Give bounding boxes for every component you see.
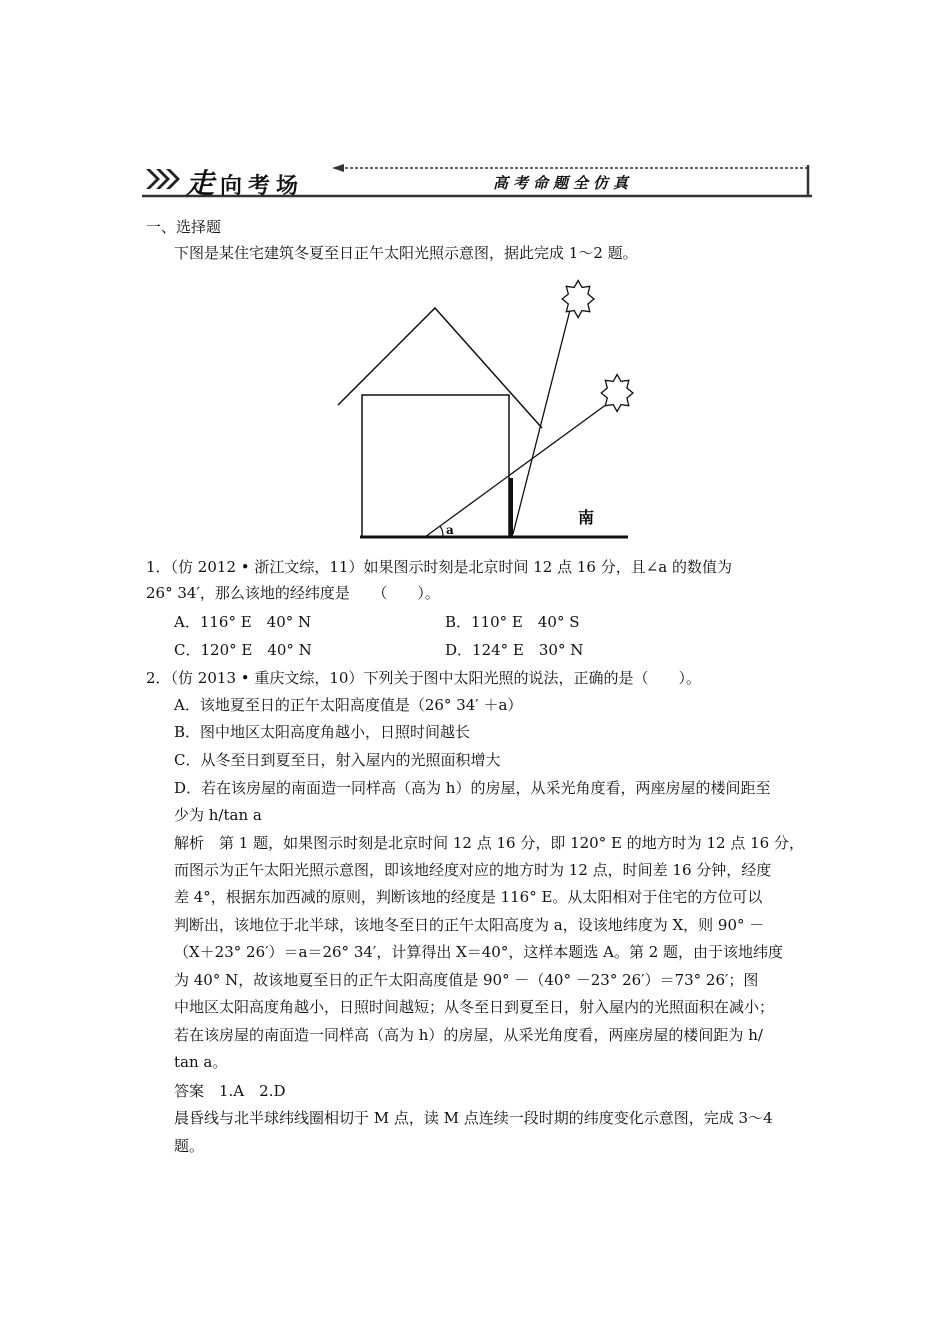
q1-option-c: C．120° E 40° N (174, 641, 312, 659)
analysis-line: 而图示为正午太阳光照示意图，即该地经度对应的地方时为 12 点，时间差 16 分钟，经度 (174, 861, 772, 879)
q2-option-b: B．图中地区太阳高度角越小，日照时间越长 (174, 723, 471, 741)
analysis-line: tan a。 (174, 1053, 228, 1071)
q2-option-d-line2: 少为 h/tan a (174, 806, 262, 824)
q2-stem: 2．（仿 2013 • 重庆文综，10）下列关于图中太阳光照的说法，正确的是（ ）。 (146, 669, 701, 687)
chevron-arrows-icon (146, 169, 180, 189)
south-label: 南 (578, 508, 595, 527)
house-roof (338, 308, 542, 428)
house-walls (362, 395, 509, 537)
summer-sun-ray (513, 310, 570, 534)
q2-option-d-line1: D．若在该房屋的南面造一同样高（高为 h）的房屋，从采光角度看，两座房屋的楼间距至 (174, 779, 771, 797)
figure-intro: 下图是某住宅建筑冬夏至日正午太阳光照示意图，据此完成 1～2 题。 (174, 244, 638, 262)
summer-sun-icon (562, 281, 594, 318)
q1-option-a: A．116° E 40° N (174, 613, 312, 631)
analysis-line: 判断出，该地位于北半球，该地冬至日的正午太阳高度为 a，设该地纬度为 X，则 90° － (174, 916, 765, 934)
q1-option-b: B．110° E 40° S (445, 613, 580, 631)
q2-option-a: A．该地夏至日的正午太阳高度值是（26° 34′ ＋a） (174, 696, 523, 714)
analysis-line: 解析 第 1 题，如果图示时刻是北京时间 12 点 16 分，即 120° E 的地方时为 12 点 16 分， (174, 834, 804, 852)
winter-sun-icon (601, 375, 633, 412)
banner-subtitle: 高考命题全仿真 (493, 174, 634, 192)
section-heading: 一、选择题 (146, 218, 222, 236)
analysis-line: 差 4°，根据东加西减的原则，判断该地的经度是 116° E。从太阳相对于住宅的方位可以 (174, 888, 763, 906)
banner-title-glyph: 走 (186, 167, 221, 200)
analysis-line: 为 40° N，故该地夏至日的正午太阳高度值是 90° －（40° －23° 26′）＝73° 26′；图 (174, 971, 759, 989)
angle-label: a (446, 523, 454, 537)
analysis-line: 若在该房屋的南面造一同样高（高为 h）的房屋，从采光角度看，两座房屋的楼间距为 h/ (174, 1026, 763, 1044)
sunlight-house-diagram (330, 270, 650, 550)
answer-line: 答案 1.A 2.D (174, 1082, 286, 1100)
q1-option-d: D．124° E 30° N (445, 641, 584, 659)
next-intro-line2: 题。 (174, 1137, 205, 1155)
analysis-line: （X＋23° 26′）＝a＝26° 34′，计算得出 X＝40°，这样本题选 A。第 2 题，由于该地纬度 (174, 943, 784, 961)
banner-title: 向考场 (220, 174, 305, 199)
q1-stem-line1: 1．（仿 2012 • 浙江文综，11）如果图示时刻是北京时间 12 点 16 分，且∠a 的数值为 (146, 558, 732, 576)
next-intro-line1: 晨昏线与北半球纬线圈相切于 M 点，读 M 点连续一段时期的纬度变化示意图，完成 3～4 (174, 1109, 773, 1127)
angle-arc (440, 526, 443, 537)
q2-option-c: C．从冬至日到夏至日，射入屋内的光照面积增大 (174, 751, 501, 769)
analysis-line: 中地区太阳高度角越小，日照时间越短；从冬至日到夏至日，射入屋内的光照面积在减小； (174, 998, 775, 1016)
q1-stem-line2: 26° 34′，那么该地的经纬度是 （ ）。 (146, 584, 440, 602)
